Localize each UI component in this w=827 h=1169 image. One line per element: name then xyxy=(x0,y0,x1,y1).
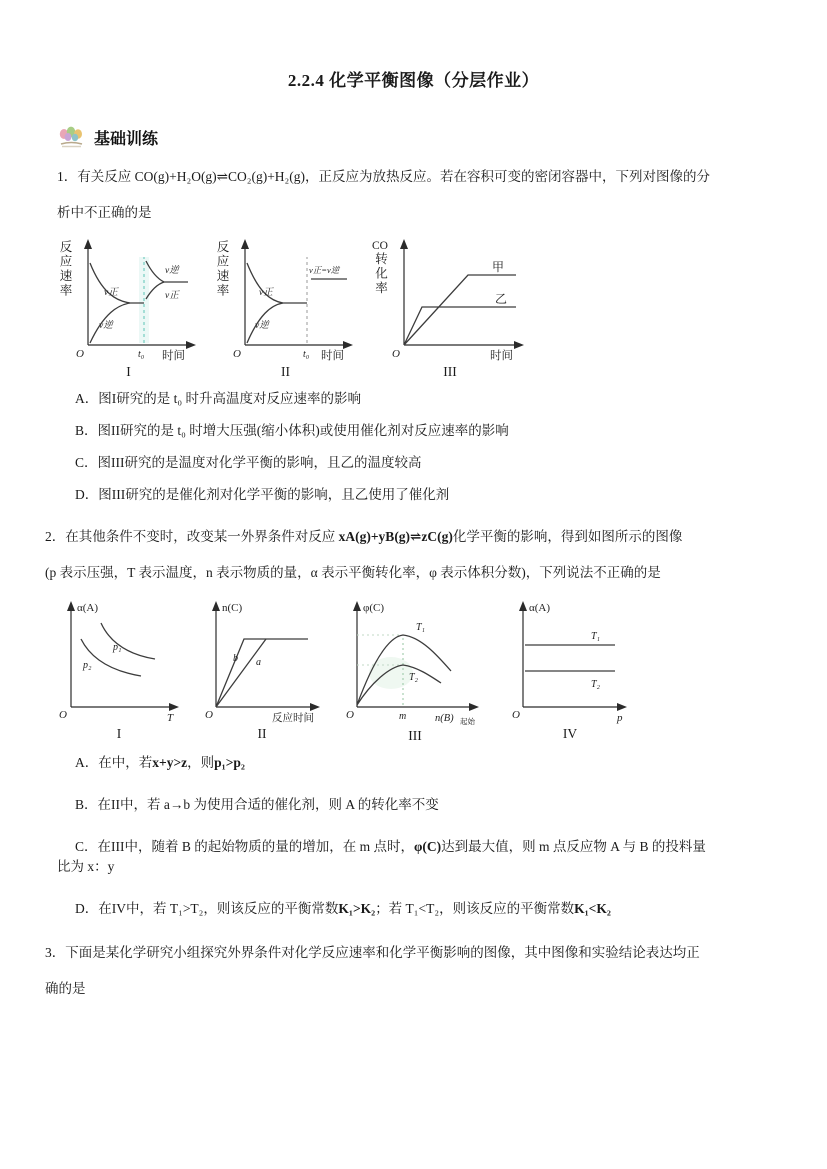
page-title: 2.2.4 化学平衡图像（分层作业） xyxy=(287,71,540,90)
section-header xyxy=(56,125,827,149)
v-forward-after-label: v正 xyxy=(165,291,179,301)
question-3-stem xyxy=(45,935,827,1007)
q1-II-caption: II xyxy=(281,364,290,379)
axes xyxy=(67,601,179,711)
xlabel-nB: n(B) xyxy=(435,713,454,724)
axes xyxy=(519,601,627,711)
q2-stem-line2: (p 表示压强，T 表示温度，n 表示物质的量，α 表示平衡转化率，φ 表示体积分数)，下列说法不正确的是 xyxy=(45,565,661,580)
v-reverse-label: v逆 xyxy=(99,321,113,331)
question-2-stem xyxy=(45,519,827,591)
q2-II-nC-time-graph xyxy=(200,595,324,725)
a-label: a xyxy=(256,657,261,668)
curves xyxy=(404,275,516,345)
q2-I-caption: I xyxy=(116,726,122,741)
q2-c-pre: C．在III中，随着 B 的起始物质的量的增加，在 m 点时， xyxy=(75,839,414,854)
q1-II-rate-time-graph xyxy=(229,235,357,363)
xlabel-time: 时间 xyxy=(321,350,344,362)
xlabel-reaction-time: 反应时间 xyxy=(272,713,314,724)
q2-c-bold: φ(C) xyxy=(414,839,442,854)
ylabel-nC: n(C) xyxy=(222,602,243,614)
q1-III-caption: III xyxy=(443,364,457,379)
q2-a-pre: A．在中，若 xyxy=(75,755,153,770)
q1-I-caption: I xyxy=(126,364,131,379)
q3-stem-line1: 3．下面是某化学研究小组探究外界条件对化学反应速率和化学平衡影响的图像，其中图像和实验结论表达均正 xyxy=(45,945,700,960)
jia-label: 甲 xyxy=(491,260,504,274)
curves xyxy=(525,645,615,671)
q2-option-b: B．在II中，若 a→b 为使用合适的催化剂，则 A 的转化率不变 xyxy=(75,797,439,812)
q3-stem-line2: 确的是 xyxy=(45,981,86,996)
axes xyxy=(353,601,479,711)
t0-tick-label: t₀ xyxy=(303,349,310,360)
q2-stem-post: 化学平衡的影响，得到如图所示的图像 xyxy=(452,529,683,544)
q1-option-c: C．图III研究的是温度对化学平衡的影响，且乙的温度较高 xyxy=(75,455,422,470)
q1-option-d: D．图III研究的是催化剂对化学平衡的影响，且乙使用了催化剂 xyxy=(75,487,450,502)
xlabel-time: 时间 xyxy=(162,350,185,362)
p1-label: p₁ xyxy=(113,642,122,653)
q2-IV-alpha-p-graph xyxy=(505,595,635,725)
q2-III-phiC-nB-graph xyxy=(339,595,491,727)
q1-III-ylabel xyxy=(372,240,388,296)
v-equal-label: v正=v逆 xyxy=(309,265,340,275)
q2-c-line2: 比为 x：y xyxy=(57,859,115,874)
T1-label: T₁ xyxy=(416,622,426,633)
q2-a-bold2: p₁>p₂ xyxy=(214,755,245,770)
q1-III-ylabel-stack: 转化率 xyxy=(373,252,388,296)
q2-reaction-formula: xA(g)+yB(g)⇌zC(g) xyxy=(338,529,453,544)
q2-d-pre: D．在IV中，若 T₁>T₂，则该反应的平衡常数 xyxy=(75,901,339,916)
T1-label: T₁ xyxy=(591,631,601,642)
v-forward-label: v正 xyxy=(104,288,118,298)
q1-III-ylabel-co: CO xyxy=(372,240,388,252)
q2-c-post: 达到最大值，则 m 点反应物 A 与 B 的投料量 xyxy=(441,839,706,854)
xlabel-p: p xyxy=(617,712,623,724)
q2-option-a xyxy=(57,753,827,773)
curves xyxy=(216,639,308,707)
origin-label: O xyxy=(76,348,84,360)
yi-label: 乙 xyxy=(494,292,507,306)
v-reverse-after-label: v逆 xyxy=(165,266,179,276)
origin-label: O xyxy=(391,348,400,360)
figure-q2-IV xyxy=(505,595,635,742)
q2-d-bold2: K₁<K₂ xyxy=(574,901,611,916)
q2-III-caption: III xyxy=(408,728,422,743)
figure-q1-II xyxy=(214,235,357,380)
q2-II-caption: II xyxy=(257,726,267,741)
q1-figure-row xyxy=(57,235,827,380)
q2-a-mid: ，则 xyxy=(187,755,215,770)
origin-label: O xyxy=(233,348,241,360)
section-title: 基础训练 xyxy=(94,130,159,148)
b-label: b xyxy=(233,653,238,664)
q1-stem-line1: 1．有关反应 CO(g)+H₂O(g)⇌CO₂(g)+H₂(g)，正反应为放热反应。若在容积可变的密闭容器中，下列对图像的分 xyxy=(57,169,711,184)
ylabel-alpha-A: α(A) xyxy=(529,602,551,614)
q2-figure-row xyxy=(53,595,827,744)
q1-I-ylabel: 反应速率 xyxy=(58,240,72,298)
xlabel-time: 时间 xyxy=(489,350,513,362)
q2-d-mid: ；若 T₁<T₂，则该反应的平衡常数 xyxy=(375,901,575,916)
axes xyxy=(212,601,320,711)
T2-label: T₂ xyxy=(591,679,601,690)
xlabel-T: T xyxy=(167,712,174,724)
p2-label: p₂ xyxy=(83,660,92,671)
figure-q1-I xyxy=(57,235,200,380)
v-reverse-label: v逆 xyxy=(255,321,269,331)
ylabel-alpha-A: α(A) xyxy=(77,602,99,614)
flower-cluster-icon xyxy=(56,125,86,149)
q2-IV-caption: IV xyxy=(562,726,578,741)
figure-q2-I xyxy=(53,595,185,742)
q1-I-rate-time-graph xyxy=(72,235,200,363)
origin-label: O xyxy=(205,709,213,721)
curves xyxy=(247,263,347,343)
question-1-stem xyxy=(57,159,827,231)
q2-d-bold1: K₁>K₂ xyxy=(338,901,376,916)
origin-label: O xyxy=(346,709,354,721)
figure-q2-III xyxy=(339,595,491,744)
q2-option-c xyxy=(57,837,827,877)
xlabel-nB-subscript: 起始 xyxy=(460,717,475,726)
T2-label: T₂ xyxy=(409,672,419,683)
q2-option-d xyxy=(57,899,827,919)
q2-a-bold1: x+y>z xyxy=(152,755,188,770)
q1-stem-line2: 析中不正确的是 xyxy=(57,205,152,220)
q1-II-ylabel: 反应速率 xyxy=(215,240,229,298)
origin-label: O xyxy=(59,709,67,721)
axes xyxy=(241,239,353,349)
v-forward-label: v正 xyxy=(259,288,273,298)
figure-q1-III xyxy=(372,235,528,380)
q2-stem-pre: 2．在其他条件不变时，改变某一外界条件对反应 xyxy=(45,529,339,544)
t0-tick-label: t₀ xyxy=(138,349,145,360)
figure-q2-II xyxy=(200,595,324,742)
m-tick-label: m xyxy=(399,711,407,722)
flower-cluster-icon-art xyxy=(60,127,82,147)
q1-option-a: A．图I研究的是 t₀ 时升高温度对反应速率的影响 xyxy=(75,391,361,406)
origin-label: O xyxy=(512,709,520,721)
ylabel-phiC: φ(C) xyxy=(363,602,385,614)
q1-option-b: B．图II研究的是 t₀ 时增大压强(缩小体积)或使用催化剂对反应速率的影响 xyxy=(75,423,509,438)
q2-I-alpha-T-graph xyxy=(53,595,185,725)
q1-III-conversion-time-graph xyxy=(388,235,528,363)
